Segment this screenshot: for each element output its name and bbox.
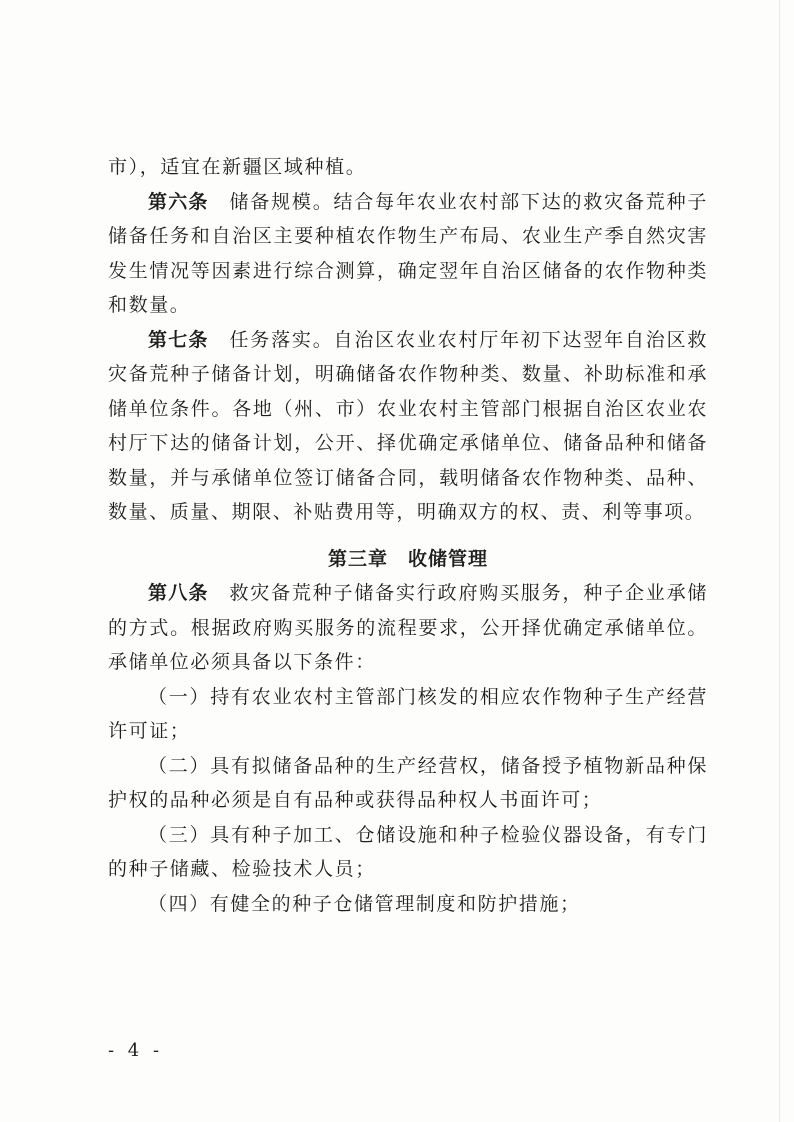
paragraph-text: 救灾备荒种子储备实行政府购买服务，种子企业承储的方式。根据政府购买服务的流程要求，公开择优确定承储单位。承储单位必须具备以下条件： [108, 582, 708, 673]
paragraph-text: 储备规模。结合每年农业农村部下达的救灾备荒种子储备任务和自治区主要种植农作物生产布局、农业生产季自然灾害发生情况等因素进行综合测算，确定翌年自治区储备的农作物种类和数量。 [108, 190, 708, 316]
article-label: 第七条 [148, 328, 209, 351]
paragraph-text: （四）有健全的种子仓储管理制度和防护措施； [148, 892, 581, 915]
scan-edge [779, 0, 780, 1122]
list-item-3 [108, 818, 708, 887]
paragraph-text: 任务落实。自治区农业农村厅年初下达翌年自治区救灾备荒种子储备计划，明确储备农作物种类、数量、补助标准和承储单位条件。各地（州、市）农业农村主管部门根据自治区农业农村厅下达的储备计划，公开、择优确定承储单位、储备品种和储备数量，并与承储单位签订储备合同，载明储备农作物种类、品种、数量、质量、期限、补贴费用等，明确双方的权、责、利等事项。 [108, 328, 708, 523]
paragraph-continuation [108, 150, 708, 185]
article-label: 第八条 [148, 582, 209, 604]
paragraph-text: （一）持有农业农村主管部门核发的相应农作物种子生产经营许可证； [108, 685, 708, 742]
page-number: - 4 - [108, 1040, 164, 1061]
article-label: 第六条 [148, 190, 209, 213]
chapter-title: 第三章 收储管理 [327, 547, 488, 570]
paragraph-text: （二）具有拟储备品种的生产经营权，储备授予植物新品种保护权的品种必须是自有品种或获得品种权人书面许可； [108, 754, 708, 811]
paragraph-text: 市），适宜在新疆区域种植。 [108, 156, 367, 178]
paragraph-article-8 [108, 576, 708, 680]
document-body [108, 150, 708, 921]
paragraph-text: （三）具有种子加工、仓储设施和种子检验仪器设备，有专门的种子储藏、检验技术人员； [108, 823, 708, 880]
list-item-2 [108, 749, 708, 818]
paragraph-article-7 [108, 323, 708, 530]
paragraph-article-6 [108, 185, 708, 323]
list-item-1 [108, 680, 708, 749]
list-item-4 [108, 887, 708, 922]
